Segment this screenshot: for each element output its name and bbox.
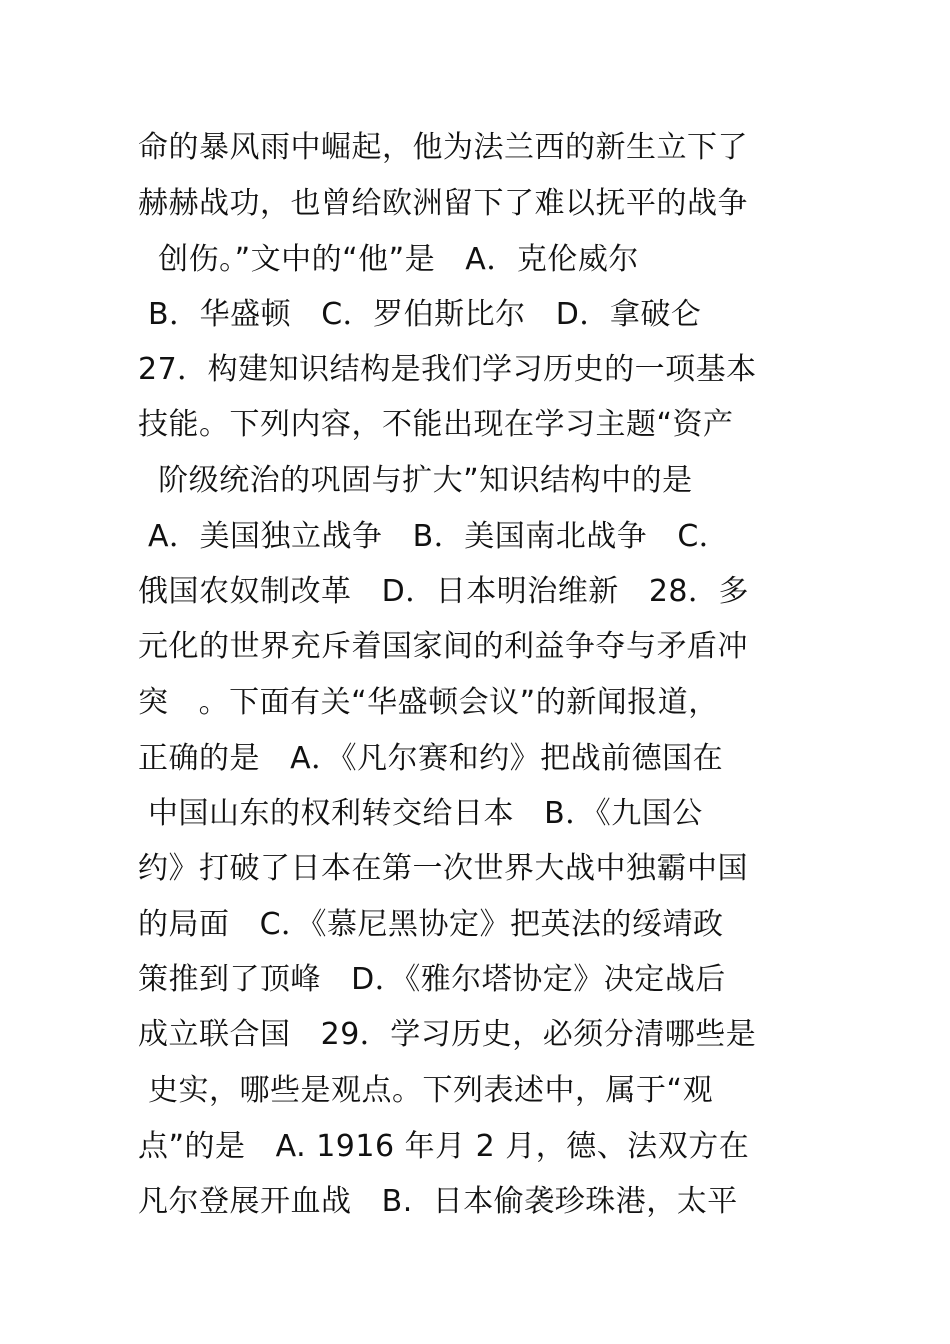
text-line: 正确的是 A．《凡尔赛和约》把战前德国在 (138, 741, 724, 776)
text-line: 突 。下面有关“华盛顿会议”的新闻报道， (138, 685, 719, 720)
text-line: 约》打破了日本在第一次世界大战中独霸中国 (138, 851, 748, 886)
text-line: 点”的是 A. 1916 年月 2 月，德、法双方在 (138, 1129, 750, 1164)
text-line: 元化的世界充斥着国家间的利益争夺与矛盾冲 (138, 629, 748, 664)
text-line: 命的暴风雨中崛起，他为法兰西的新生立下了 (138, 130, 748, 165)
text-line: 俄国农奴制改革 D．日本明治维新 28．多 (138, 574, 749, 609)
text-line: A．美国独立战争 B．美国南北战争 C． (138, 519, 730, 554)
text-line: 阶级统治的巩固与扩大”知识结构中的是 (138, 463, 693, 498)
text-line: 赫赫战功，也曾给欧洲留下了难以抚平的战争 (138, 186, 748, 221)
text-line: 成立联合国 29．学习历史，必须分清哪些是 (138, 1017, 757, 1052)
text-line: B．华盛顿 C．罗伯斯比尔 D．拿破仑 (138, 297, 702, 332)
text-line: 史实，哪些是观点。下列表述中，属于“观 (138, 1073, 714, 1108)
text-line: 凡尔登展开血战 B. 日本偷袭珍珠港，太平 (138, 1184, 738, 1219)
text-line: 中国山东的权利转交给日本 B．《九国公 (138, 796, 703, 831)
text-line: 技能。下列内容，不能出现在学习主题“资产 (138, 407, 734, 442)
text-line: 创伤。”文中的“他”是 A．克伦威尔 (138, 242, 639, 277)
text-line: 策推到了顶峰 D．《雅尔塔协定》决定战后 (138, 962, 726, 997)
text-line: 的局面 C．《慕尼黑协定》把英法的绥靖政 (138, 907, 724, 942)
text-line: 27．构建知识结构是我们学习历史的一项基本 (138, 352, 757, 387)
